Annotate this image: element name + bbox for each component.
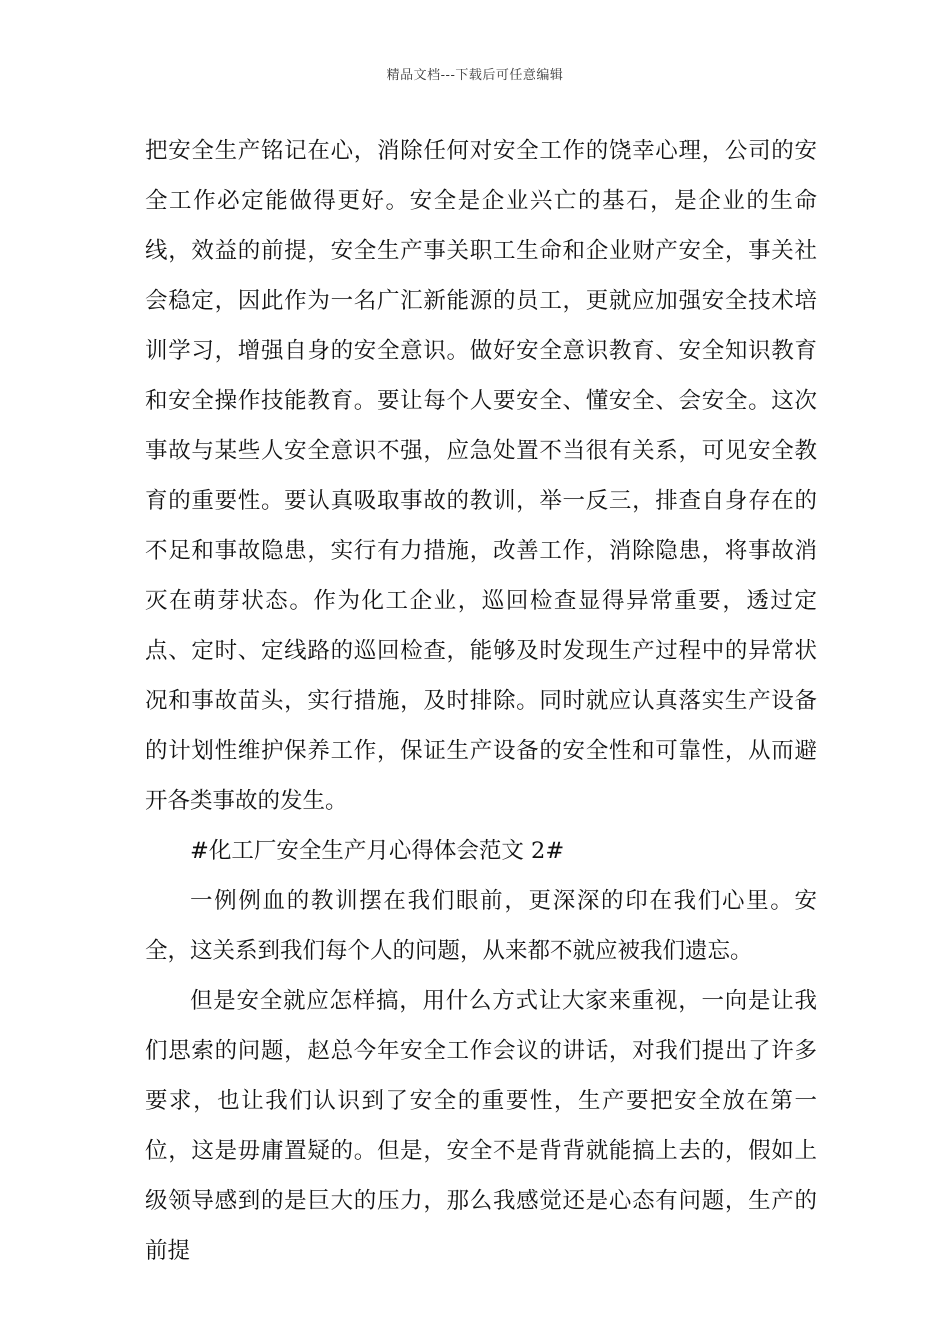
paragraph-continued: 把安全生产铭记在心，消除任何对安全工作的饶幸心理，公司的安全工作必定能做得更好。安全是企业兴亡的基石，是企业的生命线，效益的前提，安全生产事关职工生命和企业财产安全，事关社会稳定，因此作为一名广汇新能源的员工，更就应加强安全技术培训学习，增强自身的安全意识。做好安全意识教育、安全知识教育和安全操作技能教育。要让每个人要安全、懂安全、会安全。这次事故与某些人安全意识不强，应急处置不当很有关系，可见安全教育的重要性。要认真吸取事故的教训，举一反三，排查自身存在的不足和事故隐患，实行有力措施，改善工作，消除隐患，将事故消灭在萌芽状态。作为化工企业，巡回检查显得异常重要，透过定点、定时、定线路的巡回检查，能够及时发现生产过程中的异常状况和事故苗头，实行措施，及时排除。同时就应认真落实生产设备的计划性维护保养工作，保证生产设备的安全性和可靠性，从而避开各类事故的发生。 <box>145 138 817 814</box>
paragraph: 但是安全就应怎样搞，用什么方式让大家来重视，一向是让我们思索的问题，赵总今年安全工作会议的讲话，对我们提出了许多要求，也让我们认识到了安全的重要性，生产要把安全放在第一位，这是毋庸置疑的。但是，安全不是背背就能搞上去的，假如上级领导感到的是巨大的压力，那么我感觉还是心态有问题，生产的前提 <box>145 988 817 1264</box>
page-header: 精品文档---下载后可任意编辑 <box>386 68 564 83</box>
document-body <box>145 126 817 1276</box>
section-heading: #化工厂安全生产月心得体会范文 2# <box>190 838 565 864</box>
paragraph: 一例例血的教训摆在我们眼前，更深深的印在我们心里。安全，这关系到我们每个人的问题，从来都不就应被我们遗忘。 <box>145 888 817 964</box>
